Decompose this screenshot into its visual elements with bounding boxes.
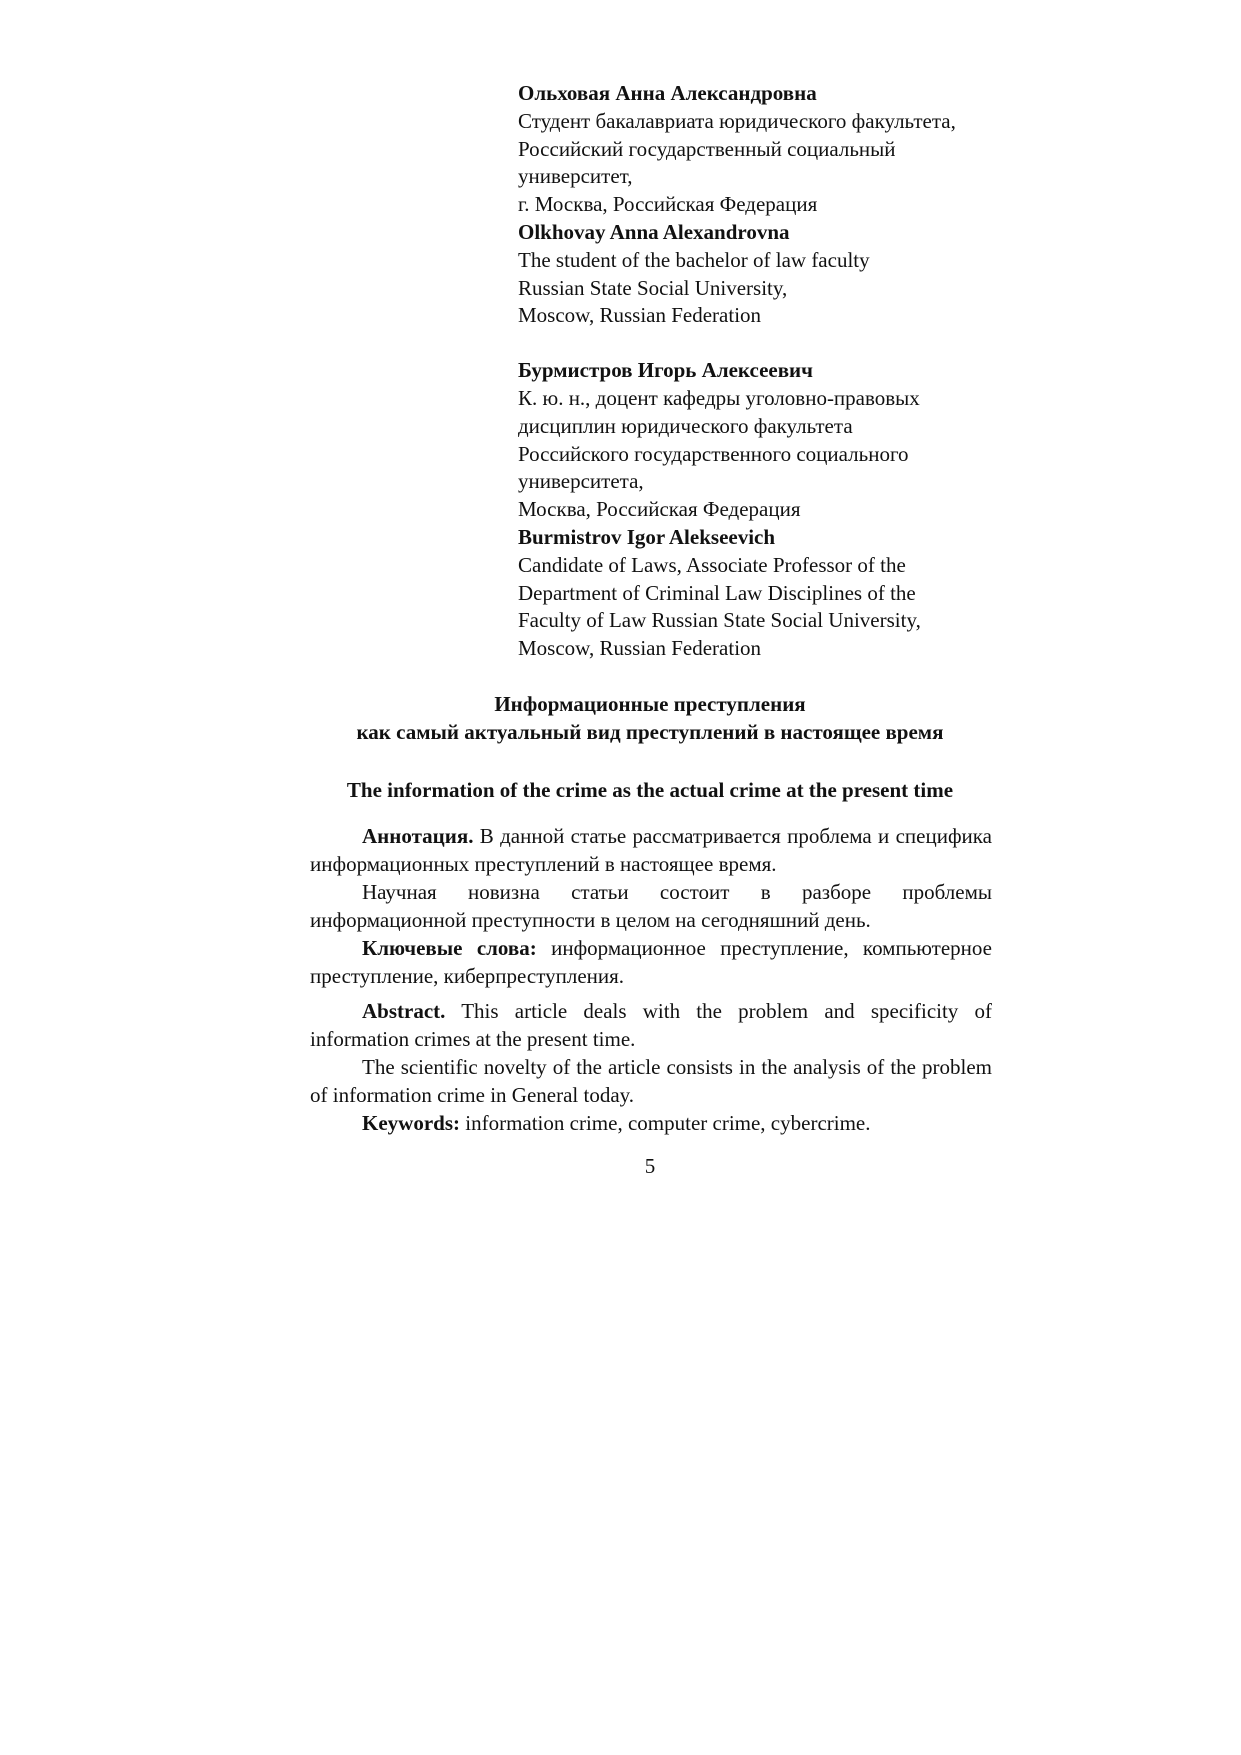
author-affiliation-en-line: Moscow, Russian Federation xyxy=(518,303,762,328)
author-affiliation-ru-line: Москва, Российская Федерация xyxy=(518,497,801,522)
abstract-label: Abstract. xyxy=(362,999,446,1023)
keywords-ru-paragraph xyxy=(310,934,992,990)
author-affiliation-en-line: Faculty of Law Russian State Social University, xyxy=(518,608,921,633)
author-affiliation-ru-line: г. Москва, Российская Федерация xyxy=(518,192,818,217)
abstract-paragraph xyxy=(310,997,992,1053)
keywords-en-text: information crime, computer crime, cybercrime. xyxy=(465,1111,871,1135)
author-1 xyxy=(518,80,1038,330)
article-title-en xyxy=(310,776,990,804)
author-affiliation-en-line: Moscow, Russian Federation xyxy=(518,636,762,661)
annotation-text: В данной статье рассматривается проблема и специфика информационных преступлений в настоящее время. xyxy=(310,824,993,876)
article-title-ru xyxy=(310,690,990,746)
abstract-section xyxy=(310,822,992,1137)
author-name-en: Olkhovay Anna Alexandrovna xyxy=(518,219,790,244)
author-affiliation-en-line: The student of the bachelor of law faculty xyxy=(518,247,870,272)
annotation-paragraph xyxy=(310,822,992,878)
author-affiliation-ru-line: университета, xyxy=(518,469,644,494)
keywords-ru-text: информационное преступление, компьютерное преступление, киберпреступления. xyxy=(310,936,992,988)
title-ru-line: Информационные преступления xyxy=(494,692,806,716)
author-affiliation-ru-line: Российский государственный социальный xyxy=(518,136,896,161)
annotation-label: Аннотация. xyxy=(362,824,474,848)
keywords-en-paragraph xyxy=(310,1109,992,1137)
author-name-ru: Бурмистров Игорь Алексеевич xyxy=(518,358,813,383)
author-block xyxy=(518,80,1038,663)
title-ru-line: как самый актуальный вид преступлений в настоящее время xyxy=(356,720,944,744)
author-affiliation-en-line: Department of Criminal Law Disciplines of the xyxy=(518,580,916,605)
author-affiliation-ru-line: университет, xyxy=(518,164,633,189)
author-name-ru: Ольховая Анна Александровна xyxy=(518,81,817,105)
keywords-ru-label: Ключевые слова: xyxy=(362,936,537,960)
author-affiliation-ru-line: Российского государственного социального xyxy=(518,441,909,466)
author-name-en: Burmistrov Igor Alekseevich xyxy=(518,524,776,549)
author-affiliation-ru-line: К. ю. н., доцент кафедры уголовно-правовых xyxy=(518,385,920,410)
abstract-text: This article deals with the problem and specificity of information crimes at the present time. xyxy=(310,999,992,1051)
author-affiliation-en-line: Russian State Social University, xyxy=(518,275,788,300)
author-2 xyxy=(518,357,1038,663)
novelty-ru-paragraph: Научная новизна статьи состоит в разборе проблемы информационной преступности в целом на сегодняшний день. xyxy=(310,880,992,932)
page-number: 5 xyxy=(644,1154,656,1178)
author-affiliation-ru-line: Студент бакалавриата юридического факультета, xyxy=(518,108,956,133)
author-affiliation-en-line: Candidate of Laws, Associate Professor of the xyxy=(518,552,906,577)
keywords-en-label: Keywords: xyxy=(362,1111,460,1135)
author-affiliation-ru-line: дисциплин юридического факультета xyxy=(518,413,853,438)
novelty-en-paragraph: The scientific novelty of the article consists in the analysis of the problem of information crime in General today. xyxy=(310,1055,992,1107)
title-en-line: The information of the crime as the actual crime at the present time xyxy=(346,778,954,802)
